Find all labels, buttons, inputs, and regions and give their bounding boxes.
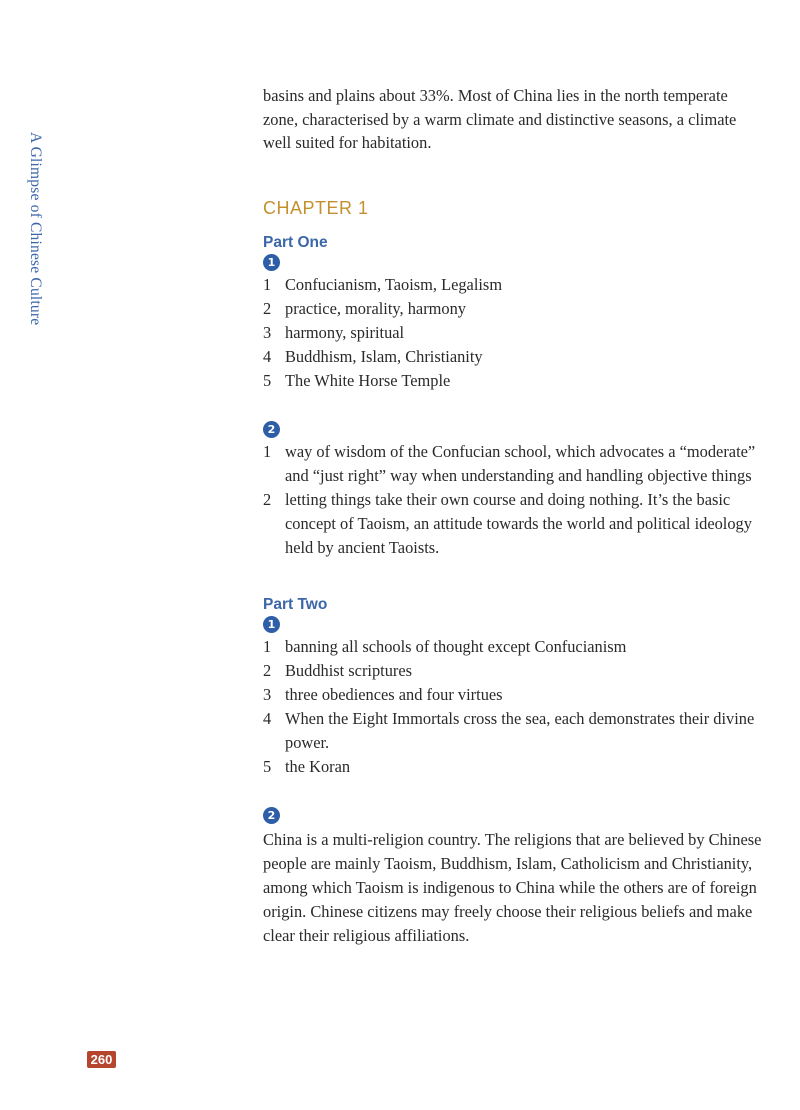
running-head: A Glimpse of Chinese Culture bbox=[27, 132, 44, 326]
item-number: 5 bbox=[263, 756, 272, 776]
item-text: three obediences and four virtues bbox=[285, 684, 503, 704]
item-text: Confucianism, Taoism, Legalism bbox=[285, 274, 503, 294]
part-two-heading: Part Two bbox=[263, 595, 328, 613]
list-item bbox=[263, 755, 763, 779]
item-text: Buddhist scriptures bbox=[285, 660, 413, 680]
part-one-heading: Part One bbox=[263, 233, 328, 251]
item-number: 1 bbox=[263, 274, 272, 294]
item-number: 4 bbox=[263, 708, 272, 728]
item-text: way of wisdom of the Confucian school, which advocates a “moderate” and “just right” way when understanding and handling objective things bbox=[285, 441, 756, 485]
part-two-exercise-2-paragraph: China is a multi-religion country. The religions that are believed by Chinese people are mainly Taoism, Buddhism, Islam, Catholicism and Christianity, among which Taoism is indigenous to China while the others are of foreign origin. Chinese citizens may freely choose their religious beliefs and make clear their religious affiliations. bbox=[263, 829, 762, 945]
item-text: The White Horse Temple bbox=[285, 370, 451, 390]
list-item bbox=[263, 297, 763, 321]
item-text: Buddhism, Islam, Christianity bbox=[285, 346, 483, 366]
item-text: letting things take their own course and doing nothing. It’s the basic concept of Taoism, an attitude towards the world and political ideology held by ancient Taoists. bbox=[285, 489, 752, 557]
list-item bbox=[263, 683, 763, 707]
item-number: 2 bbox=[263, 660, 272, 680]
list-item bbox=[263, 321, 763, 345]
intro-paragraph: basins and plains about 33%. Most of China lies in the north temperate zone, characterised by a warm climate and distinctive seasons, a climate well suited for habitation. bbox=[263, 86, 737, 152]
list-item bbox=[263, 369, 763, 393]
item-number: 3 bbox=[263, 684, 272, 704]
page-number: 260 bbox=[87, 1051, 116, 1068]
item-text: When the Eight Immortals cross the sea, each demonstrates their divine power. bbox=[285, 708, 755, 752]
item-number: 2 bbox=[263, 298, 272, 318]
item-number: 1 bbox=[263, 636, 272, 656]
list-item bbox=[263, 273, 763, 297]
item-text: the Koran bbox=[285, 756, 351, 776]
exercise-number-badge: 1 bbox=[263, 616, 280, 633]
part-one-exercise-1-list bbox=[263, 273, 763, 393]
page-content bbox=[263, 84, 763, 948]
item-number: 4 bbox=[263, 346, 272, 366]
exercise-number-badge: 2 bbox=[263, 807, 280, 824]
part-two-exercise-1-list bbox=[263, 635, 763, 779]
item-text: harmony, spiritual bbox=[285, 322, 405, 342]
list-item bbox=[263, 635, 763, 659]
item-number: 3 bbox=[263, 322, 272, 342]
item-number: 5 bbox=[263, 370, 272, 390]
item-text: banning all schools of thought except Confucianism bbox=[285, 636, 627, 656]
list-item bbox=[263, 659, 763, 683]
list-item bbox=[263, 440, 763, 488]
item-number: 2 bbox=[263, 489, 272, 509]
item-text: practice, morality, harmony bbox=[285, 298, 466, 318]
list-item bbox=[263, 488, 763, 560]
exercise-number-badge: 1 bbox=[263, 254, 280, 271]
list-item bbox=[263, 345, 763, 369]
part-one-exercise-2-list bbox=[263, 440, 763, 560]
chapter-heading: CHAPTER 1 bbox=[263, 197, 369, 218]
list-item bbox=[263, 707, 763, 755]
exercise-number-badge: 2 bbox=[263, 421, 280, 438]
item-number: 1 bbox=[263, 441, 272, 461]
